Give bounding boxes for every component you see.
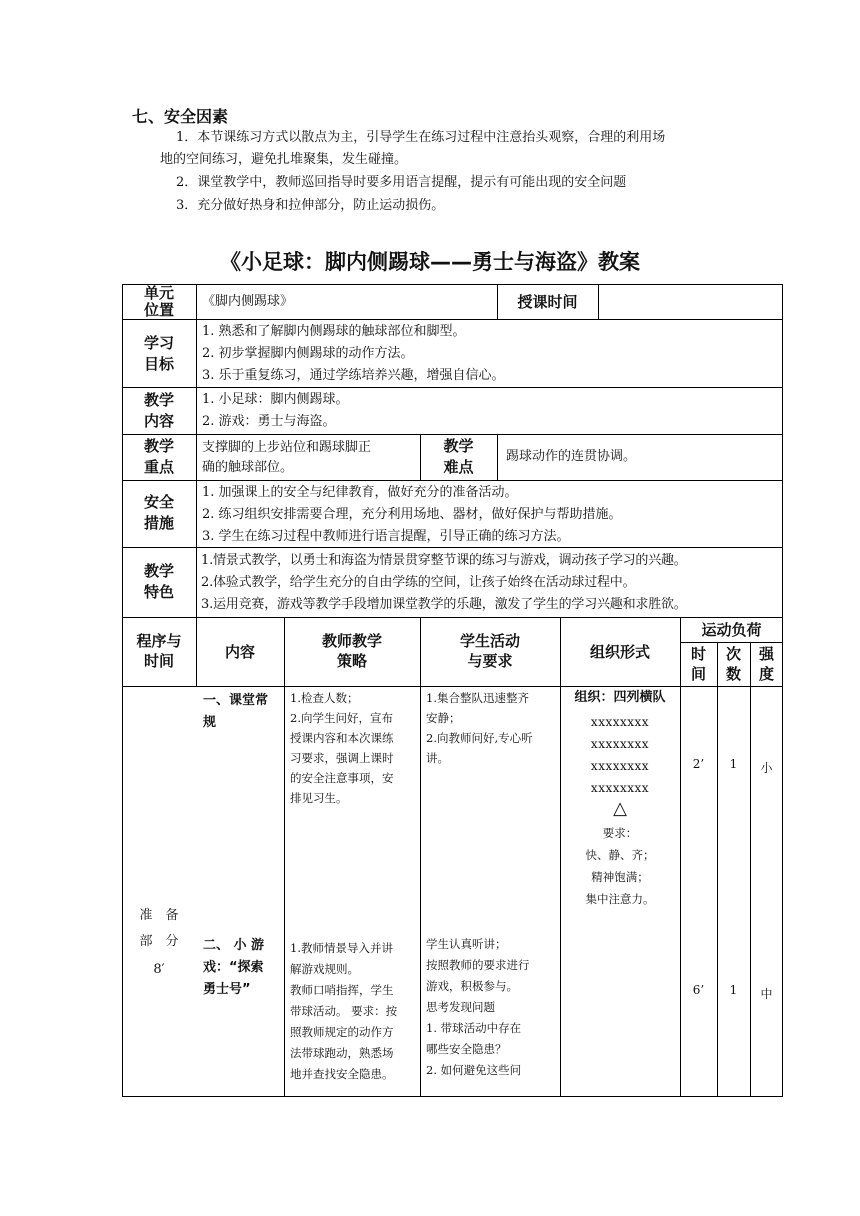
goals-list bbox=[202, 321, 505, 387]
content-header: 内容 bbox=[224, 643, 255, 661]
game-content: 二、 小 游 戏：“探索 勇士号” bbox=[203, 938, 265, 997]
safety-item-2: 2．课堂教学中，教师巡回指导时要多用语言提醒，提示有可能出现的安全问题 bbox=[176, 175, 627, 190]
safety-measure-item: 2. 练习组织安排需要合理，充分利用场地、器材，做好保护与帮助措施。 bbox=[202, 507, 622, 522]
game-load-intensity: 中 bbox=[760, 987, 773, 1001]
teacher-position-triangle-icon: △ bbox=[613, 798, 627, 819]
feature-item: 1.情景式教学，以勇士和海盗为情景贯穿整节课的练习与游戏，调动孩子学习的兴趣。 bbox=[201, 553, 687, 568]
goals-label: 学习 目标 bbox=[143, 334, 174, 373]
col-divider bbox=[497, 434, 498, 480]
col-divider bbox=[284, 617, 285, 1097]
difficulty-label: 教学 难点 bbox=[443, 437, 474, 476]
key-point-label: 教学 重点 bbox=[143, 437, 174, 476]
routine-load-count: 1 bbox=[729, 757, 738, 771]
goal-item: 2. 初步掌握脚内侧踢球的动作方法。 bbox=[202, 346, 414, 361]
formation-row: xxxxxxxx bbox=[590, 715, 650, 729]
row-divider bbox=[122, 686, 783, 687]
content-item: 2. 游戏：勇士与海盗。 bbox=[202, 414, 336, 429]
unit-label: 单元 位置 bbox=[143, 284, 174, 319]
key-point-value: 支撑脚的上步站位和踢球脚正 确的触球部位。 bbox=[202, 440, 372, 475]
col-divider bbox=[420, 617, 421, 1097]
safety-measure-item: 1. 加强课上的安全与纪律教育，做好充分的准备活动。 bbox=[202, 485, 518, 500]
col-divider bbox=[717, 642, 718, 1097]
safety-measures-list bbox=[202, 482, 622, 548]
content-item: 1. 小足球：脚内侧踢球。 bbox=[202, 392, 349, 407]
col-divider bbox=[680, 617, 681, 1097]
row-divider bbox=[122, 480, 783, 481]
feature-item: 3.运用竞赛，游戏等教学手段增加课堂教学的乐趣，激发了学生的学习兴趣和求胜欲。 bbox=[201, 597, 687, 612]
organization-title: 组织：四列横队 bbox=[574, 690, 666, 705]
document-title: 《小足球：脚内侧踢球——勇士与海盗》教案 bbox=[220, 250, 640, 274]
row-divider bbox=[680, 642, 783, 643]
row-divider bbox=[122, 617, 783, 618]
safety-item-1-line-1: 1．本节课练习方式以散点为主，引导学生在练习过程中注意抬头观察，合理的利用场 bbox=[176, 130, 666, 145]
col-divider bbox=[598, 284, 599, 319]
routine-student-activity: 1.集合整队迅速整齐 安静； 2.向教师问好,专心听 讲。 bbox=[426, 691, 533, 765]
routine-teacher-strategy: 1.检查人数； 2.向学生问好，宣布 授课内容和本次课练 习要求，强调上课时 的安全注意事项，安 排见习生。 bbox=[290, 691, 394, 805]
exercise-load-header: 运动负荷 bbox=[701, 621, 762, 639]
formation-row: xxxxxxxx bbox=[590, 781, 650, 795]
formation-grid bbox=[560, 711, 680, 799]
row-divider bbox=[122, 434, 783, 435]
game-load-count: 1 bbox=[729, 983, 738, 997]
col-divider bbox=[750, 642, 751, 1097]
content-list bbox=[202, 389, 349, 433]
row-divider bbox=[122, 319, 783, 320]
routine-load-time: 2’ bbox=[692, 757, 705, 771]
load-intensity-header: 强 度 bbox=[758, 645, 774, 683]
safety-measures-label: 安全 措施 bbox=[143, 493, 174, 532]
content-label: 教学 内容 bbox=[143, 391, 174, 430]
procedure-header: 程序与 时间 bbox=[136, 632, 182, 670]
teacher-strategy-header: 教师教学 策略 bbox=[321, 632, 382, 670]
formation-row: xxxxxxxx bbox=[590, 737, 650, 751]
load-count-header: 次 数 bbox=[725, 645, 741, 683]
formation-row: xxxxxxxx bbox=[590, 759, 650, 773]
lesson-time-label: 授课时间 bbox=[517, 293, 578, 311]
row-divider bbox=[122, 387, 783, 388]
difficulty-value: 踢球动作的连贯协调。 bbox=[506, 449, 637, 464]
routine-content: 一、课堂常 规 bbox=[203, 693, 269, 730]
game-student-activity: 学生认真听讲； 按照教师的要求进行 游戏，积极参与。 思考发现问题 1. 带球活动中存在 哪些安全隐患？ 2. 如何避免这些问 bbox=[426, 937, 530, 1077]
prep-section-label: 准 备 部 分 8′ bbox=[122, 903, 196, 983]
organization-header: 组织形式 bbox=[589, 643, 650, 661]
features-list bbox=[201, 550, 687, 616]
safety-section-heading: 七、安全因素 bbox=[132, 107, 229, 126]
student-activity-header: 学生活动 与要求 bbox=[459, 632, 520, 670]
routine-load-intensity: 小 bbox=[760, 761, 773, 775]
load-time-header: 时 间 bbox=[690, 645, 706, 683]
game-teacher-strategy: 1.教师情景导入并讲 解游戏规则。 教师口哨指挥，学生 带球活动。 要求：按 照教师规定的动作方 法带球跑动，熟悉场 地并查找安全隐患。 bbox=[290, 941, 398, 1081]
prep-section-time: 8′ bbox=[153, 962, 165, 977]
safety-item-1-line-2: 地的空间练习，避免扎堆聚集，发生碰撞。 bbox=[160, 152, 408, 167]
safety-item-3: 3．充分做好热身和拉伸部分，防止运动损伤。 bbox=[176, 198, 445, 213]
safety-measure-item: 3. 学生在练习过程中教师进行语言提醒，引导正确的练习方法。 bbox=[202, 529, 570, 544]
feature-item: 2.体验式教学，给学生充分的自由学练的空间，让孩子始终在活动球过程中。 bbox=[201, 575, 636, 590]
unit-value: 《脚内侧踢球》 bbox=[202, 294, 294, 309]
goal-item: 3. 乐于重复练习，通过学练培养兴趣，增强自信心。 bbox=[202, 368, 505, 383]
goal-item: 1. 熟悉和了解脚内侧踢球的触球部位和脚型。 bbox=[202, 324, 466, 339]
features-label: 教学 特色 bbox=[143, 562, 174, 601]
formation-requirements: 要求： 快、静、齐； 精神饱满； 集中注意力。 bbox=[585, 826, 655, 906]
col-divider bbox=[196, 284, 197, 687]
game-load-time: 6’ bbox=[692, 983, 705, 997]
